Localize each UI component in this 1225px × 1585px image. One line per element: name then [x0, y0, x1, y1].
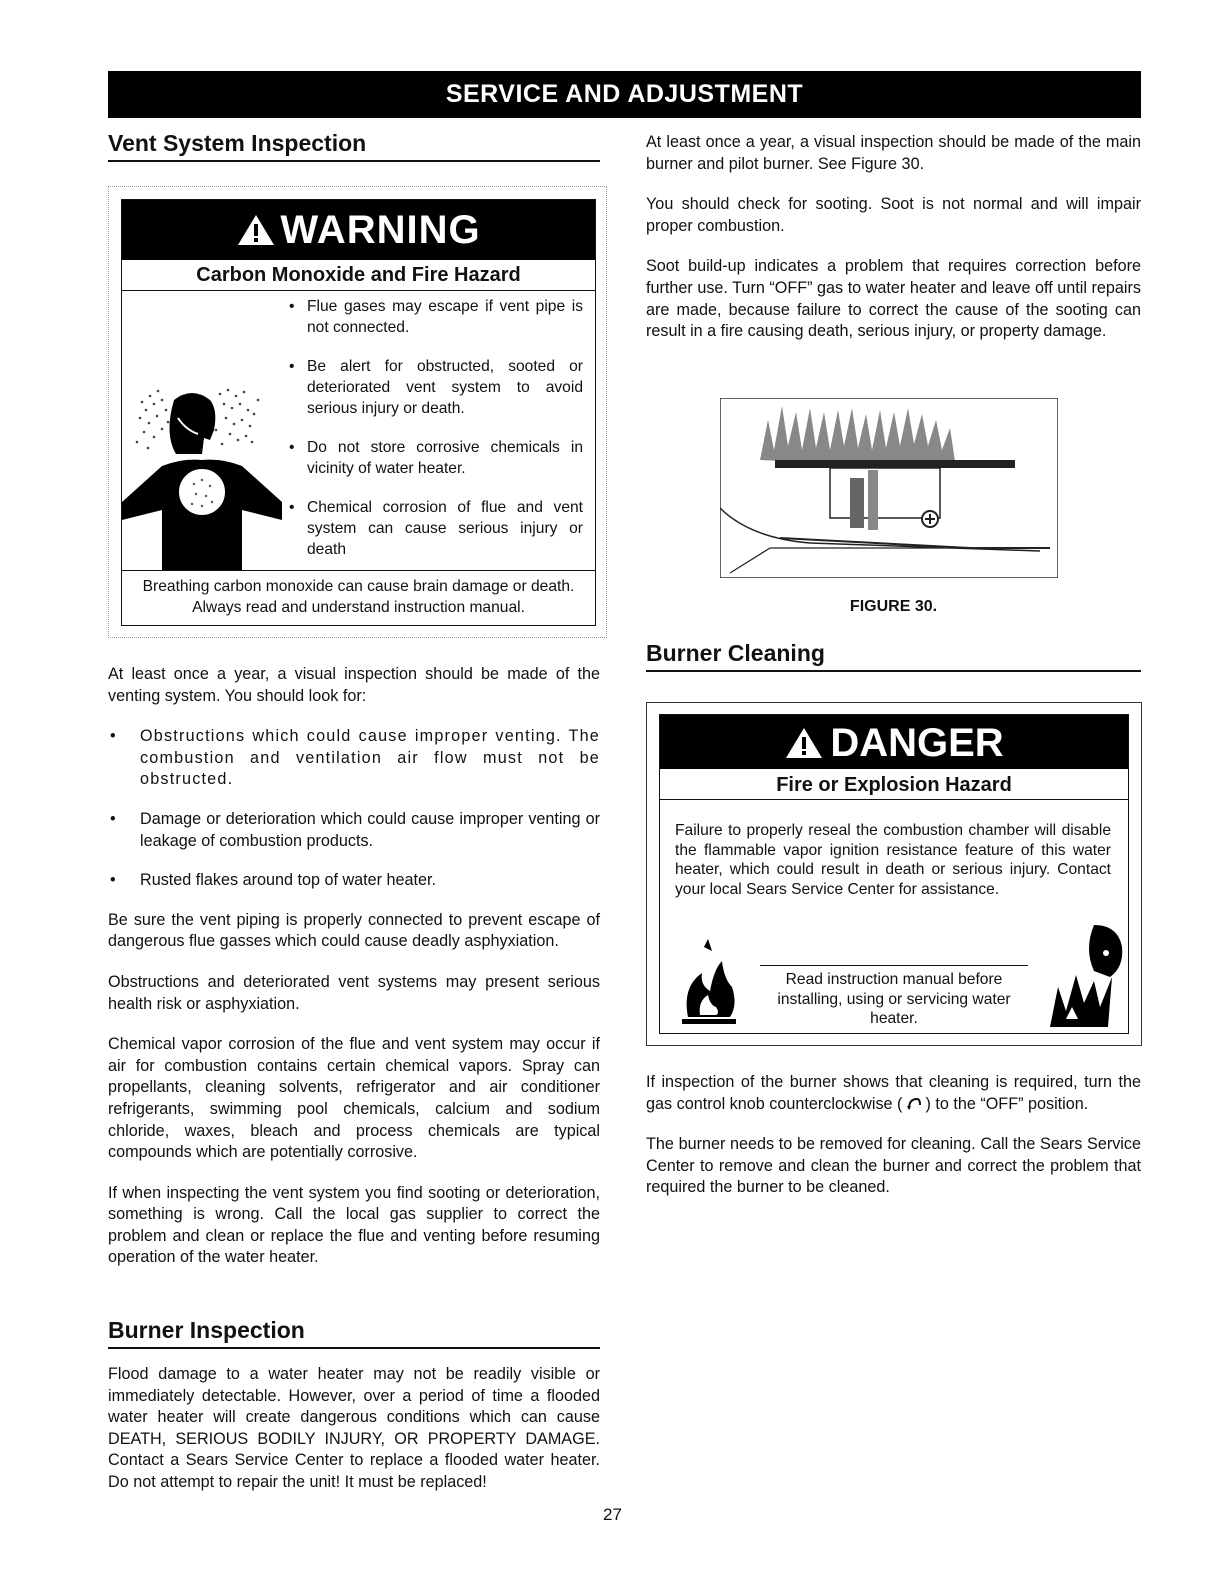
warning-box	[121, 199, 596, 626]
carbon-monoxide-person-icon	[122, 292, 282, 570]
burner-cleaning-body	[646, 1072, 1141, 1218]
list-item: • Damage or deterioration which could cause improper venting or leakage of combustion products.	[108, 809, 600, 852]
danger-header	[660, 715, 1128, 769]
section-banner: SERVICE AND ADJUSTMENT	[108, 71, 1141, 118]
counterclockwise-arrow-icon	[907, 1097, 921, 1111]
warning-subtitle: Carbon Monoxide and Fire Hazard	[122, 262, 595, 291]
danger-text: Failure to properly reseal the combustion chamber will disable the flammable vapor ignition resistance feature of this water heater, which could result in death or serious injury. Contact your local Sears Service Center for assistance.	[675, 822, 1111, 898]
list-item: • Obstructions which could cause improper venting. The combustion and ventilation air flow must not be obstructed.	[108, 726, 600, 791]
list-item: • Rusted flakes around top of water heater.	[108, 870, 600, 892]
warning-bullet: • Be alert for obstructed, sooted or deteriorated vent system to avoid serious injury or death.	[285, 356, 583, 419]
paragraph: Be sure the vent piping is properly connected to prevent escape of dangerous flue gasses which could cause deadly asphyxiation.	[108, 910, 600, 951]
paragraph: Chemical vapor corrosion of the flue and vent system may occur if air for combustion contains certain chemical vapors. Spray can propellants, cleaning solvents, refrigerator and air conditioner refrigerants, swimming pool chemicals, calcium and sodium chloride, waxes, bleach and process chemicals are typical compounds which are potentially corrosive.	[108, 1035, 600, 1162]
warning-bullet-list	[285, 296, 583, 578]
read-manual-note: Read instruction manual before installing, using or servicing water heater.	[760, 965, 1028, 1029]
warning-triangle-icon	[784, 726, 824, 760]
danger-subtitle: Fire or Explosion Hazard	[660, 771, 1128, 800]
paragraph: The burner needs to be removed for cleaning. Call the Sears Service Center to remove and clean the burner and correct the problem that required the burner to be cleaned.	[646, 1135, 1141, 1197]
warning-header	[122, 200, 595, 260]
burner-inspection-body	[108, 1364, 600, 1513]
warning-bullet: • Chemical corrosion of flue and vent system can cause serious injury or death	[285, 497, 583, 560]
paragraph: Obstructions and deteriorated vent systems may present serious health risk or asphyxiation.	[108, 972, 600, 1013]
burner-inspection-heading: Burner Inspection	[108, 1317, 600, 1349]
paragraph: Soot build-up indicates a problem that requires correction before further use. Turn “OFF” gas to water heater and leave off until repairs are made, because failure to correct the cause of the sooting can result in a fire causing death, serious injury, or property damage.	[646, 257, 1141, 341]
fire-hazard-icon	[678, 937, 740, 1027]
burner-cleaning-heading: Burner Cleaning	[646, 640, 1141, 672]
paragraph: Flood damage to a water heater may not be readily visible or immediately detectable. However, over a period of time a flooded water heater will create dangerous conditions which can cause DEATH, SERIOUS BODILY INJURY, OR PROPERTY DAMAGE. Contact a Sears Service Center to replace a flooded water heater. Do not attempt to repair the unit! It must be replaced!	[108, 1365, 600, 1491]
danger-box	[659, 714, 1129, 1034]
paragraph: You should check for sooting. Soot is not normal and will impair proper combustion.	[646, 195, 1141, 235]
warning-bullet: • Do not store corrosive chemicals in vicinity of water heater.	[285, 437, 583, 479]
figure-caption: FIGURE 30.	[849, 598, 938, 615]
danger-title: DANGER	[830, 721, 1004, 765]
page-number: 27	[603, 1505, 622, 1524]
paragraph-text: ) to the “OFF” position.	[925, 1094, 1089, 1113]
paragraph: If when inspecting the vent system you find sooting or deterioration, something is wrong. Call the local gas supplier to correct the problem and clean or replace the flue and venting before resuming operation of the water heater.	[108, 1183, 600, 1267]
paragraph: At least once a year, a visual inspection should be made of the main burner and pilot burner. See Figure 30.	[646, 133, 1141, 173]
vent-intro: At least once a year, a visual inspection should be made of the venting system. You should look for:	[108, 665, 600, 705]
vent-look-for-list	[108, 726, 600, 892]
paragraph	[646, 1072, 1141, 1115]
vent-system-heading: Vent System Inspection	[108, 130, 600, 162]
burner-visual-body	[646, 132, 1141, 362]
warning-footer: Breathing carbon monoxide can cause brain damage or death. Always read and understand instruction manual.	[122, 570, 595, 624]
warning-triangle-icon	[236, 213, 276, 247]
burner-figure-image	[720, 398, 1058, 578]
warning-bullet: • Flue gases may escape if vent pipe is not connected.	[285, 296, 583, 338]
person-fire-icon	[1044, 919, 1128, 1029]
vent-body	[108, 664, 600, 1288]
warning-title: WARNING	[280, 208, 481, 252]
paragraph-text: If inspection of the burner shows that cleaning is required, turn the gas control knob counterclockwise (	[646, 1073, 1141, 1113]
